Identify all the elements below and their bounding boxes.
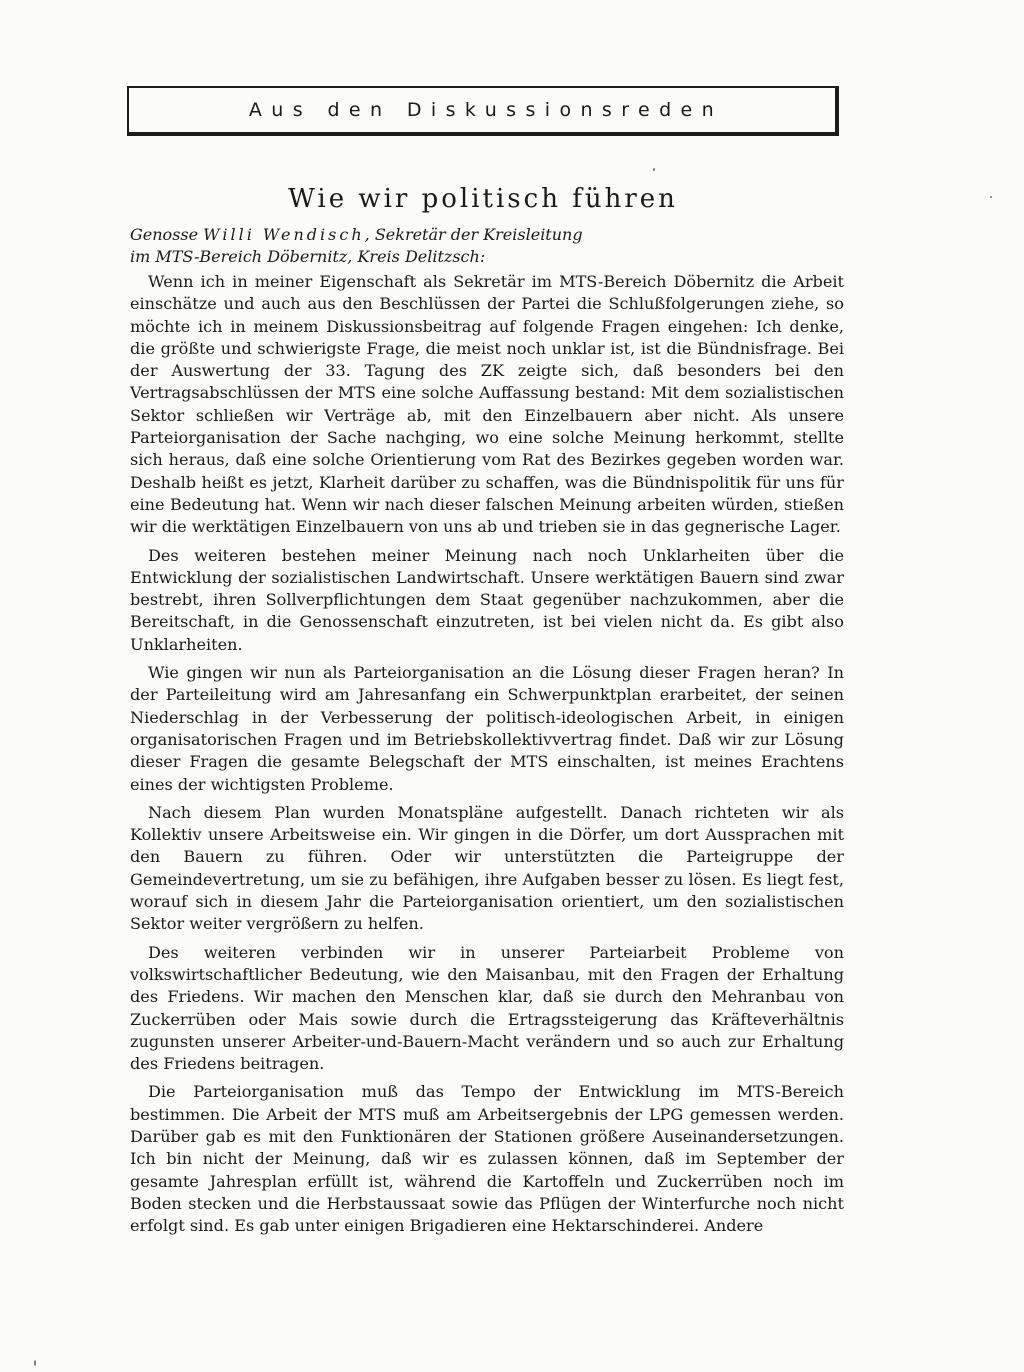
- byline-prefix: Genosse: [130, 225, 204, 244]
- paragraph: Wie gingen wir nun als Parteiorganisation an die Lösung dieser Fragen heran? In der Parteileitung wird am Jahresanfang ein Schwerpunktplan erarbeitet, der seinen Niederschlag in der Verbesserung der politisch-ideologischen Arbeit, in einigen organisatorischen Fragen und im Betriebskollektivvertrag findet. Daß wir zur Lösung dieser Fragen die gesamte Belegschaft der MTS einschalten, ist meines Erachtens eines der wichtigsten Probleme.: [130, 663, 844, 794]
- scan-speck: [34, 1360, 36, 1366]
- article-byline: [130, 224, 850, 268]
- byline-location: im MTS-Bereich Döbernitz, Kreis Delitzsch:: [130, 247, 486, 266]
- paragraph: Nach diesem Plan wurden Monatspläne aufgestellt. Danach richteten wir als Kollektiv unsere Arbeitsweise ein. Wir gingen in die Dörfer, um dort Aussprachen mit den Bauern zu führen. Oder wir unterstützten die Parteigruppe der Gemeindevertretung, um sie zu befähigen, ihre Aufgaben besser zu lösen. Es liegt fest, worauf sich in diesem Jahr die Parteiorganisation orientiert, um den sozialistischen Sektor weiter vergrößern zu helfen.: [130, 802, 844, 934]
- paragraph: Des weiteren bestehen meiner Meinung nach noch Unklarheiten über die Entwicklung der sozialistischen Landwirtschaft. Unsere werktätigen Bauern sind zwar bestrebt, ihren Sollverpflichtungen dem Staat gegenüber nachzukommen, aber die Bereitschaft, in die Genossenschaft einzutreten, ist bei vielen nicht da. Es gibt also Unklarheiten.: [130, 545, 844, 654]
- byline-role: , Sekretär der Kreisleitung: [364, 225, 583, 244]
- paragraph: Des weiteren verbinden wir in unserer Parteiarbeit Probleme von volkswirtschaftlicher Bedeutung, wie den Maisanbau, mit den Fragen der Erhaltung des Friedens. Wir machen den Menschen klar, daß sie durch den Mehranbau von Zuckerrüben oder Mais sowie durch die Ertragssteigerung das Kräfteverhältnis zugunsten unserer Arbeiter-und-Bauern-Macht verändern und so auch zur Erhaltung des Friedens beitragen.: [130, 942, 844, 1074]
- scan-speck: [653, 168, 655, 171]
- byline-author-name: Willi Wendisch: [203, 225, 365, 244]
- section-header-box: [127, 86, 839, 136]
- section-header-title: Aus den Diskussionsreden: [248, 99, 724, 121]
- article-title: Wie wir politisch führen: [288, 184, 678, 214]
- article-body: [130, 271, 844, 1237]
- paragraph: Wenn ich in meiner Eigenschaft als Sekretär im MTS-Bereich Döbernitz die Arbeit einschätze und auch aus den Beschlüssen der Partei die Schlußfolgerungen ziehe, so möchte ich in meinem Diskussionsbeitrag auf folgende Fragen eingehen: Ich denke, die größte und schwierigste Frage, die meist noch unklar ist, ist die Bündnisfrage. Bei der Auswertung der 33. Tagung des ZK zeigte sich, daß besonders bei den Vertragsabschlüssen der MTS eine solche Auffassung bestand: Mit dem sozialistischen Sektor schließen wir Verträge ab, mit den Einzelbauern aber nicht. Als unsere Parteiorganisation der Sache nachging, wo eine solche Meinung herkommt, stellte sich heraus, daß eine solche Orientierung vom Rat des Bezirkes gegeben worden war. Deshalb heißt es jetzt, Klarheit darüber zu schaffen, was die Bündnispolitik für uns für eine Bedeutung hat. Wenn wir nach dieser falschen Meinung arbeiten würden, stießen wir die werktätigen Einzelbauern von uns ab und trieben sie in das gegnerische Lager.: [130, 272, 844, 537]
- paragraph: Die Parteiorganisation muß das Tempo der Entwicklung im MTS-Bereich bestimmen. Die Arbeit der MTS muß am Arbeitsergebnis der LPG gemessen werden. Darüber gab es mit den Funktionären der Stationen größere Auseinandersetzungen. Ich bin nicht der Meinung, daß wir es zulassen können, daß im September der gesamte Jahresplan erfüllt ist, während die Kartoffeln und Zuckerrüben noch im Boden stecken und die Herbstaussaat sowie das Pflügen der Winterfurche noch nicht erfolgt sind. Es gab unter einigen Brigadieren eine Hektarschinderei. Andere: [130, 1082, 844, 1236]
- scan-speck: [990, 196, 992, 198]
